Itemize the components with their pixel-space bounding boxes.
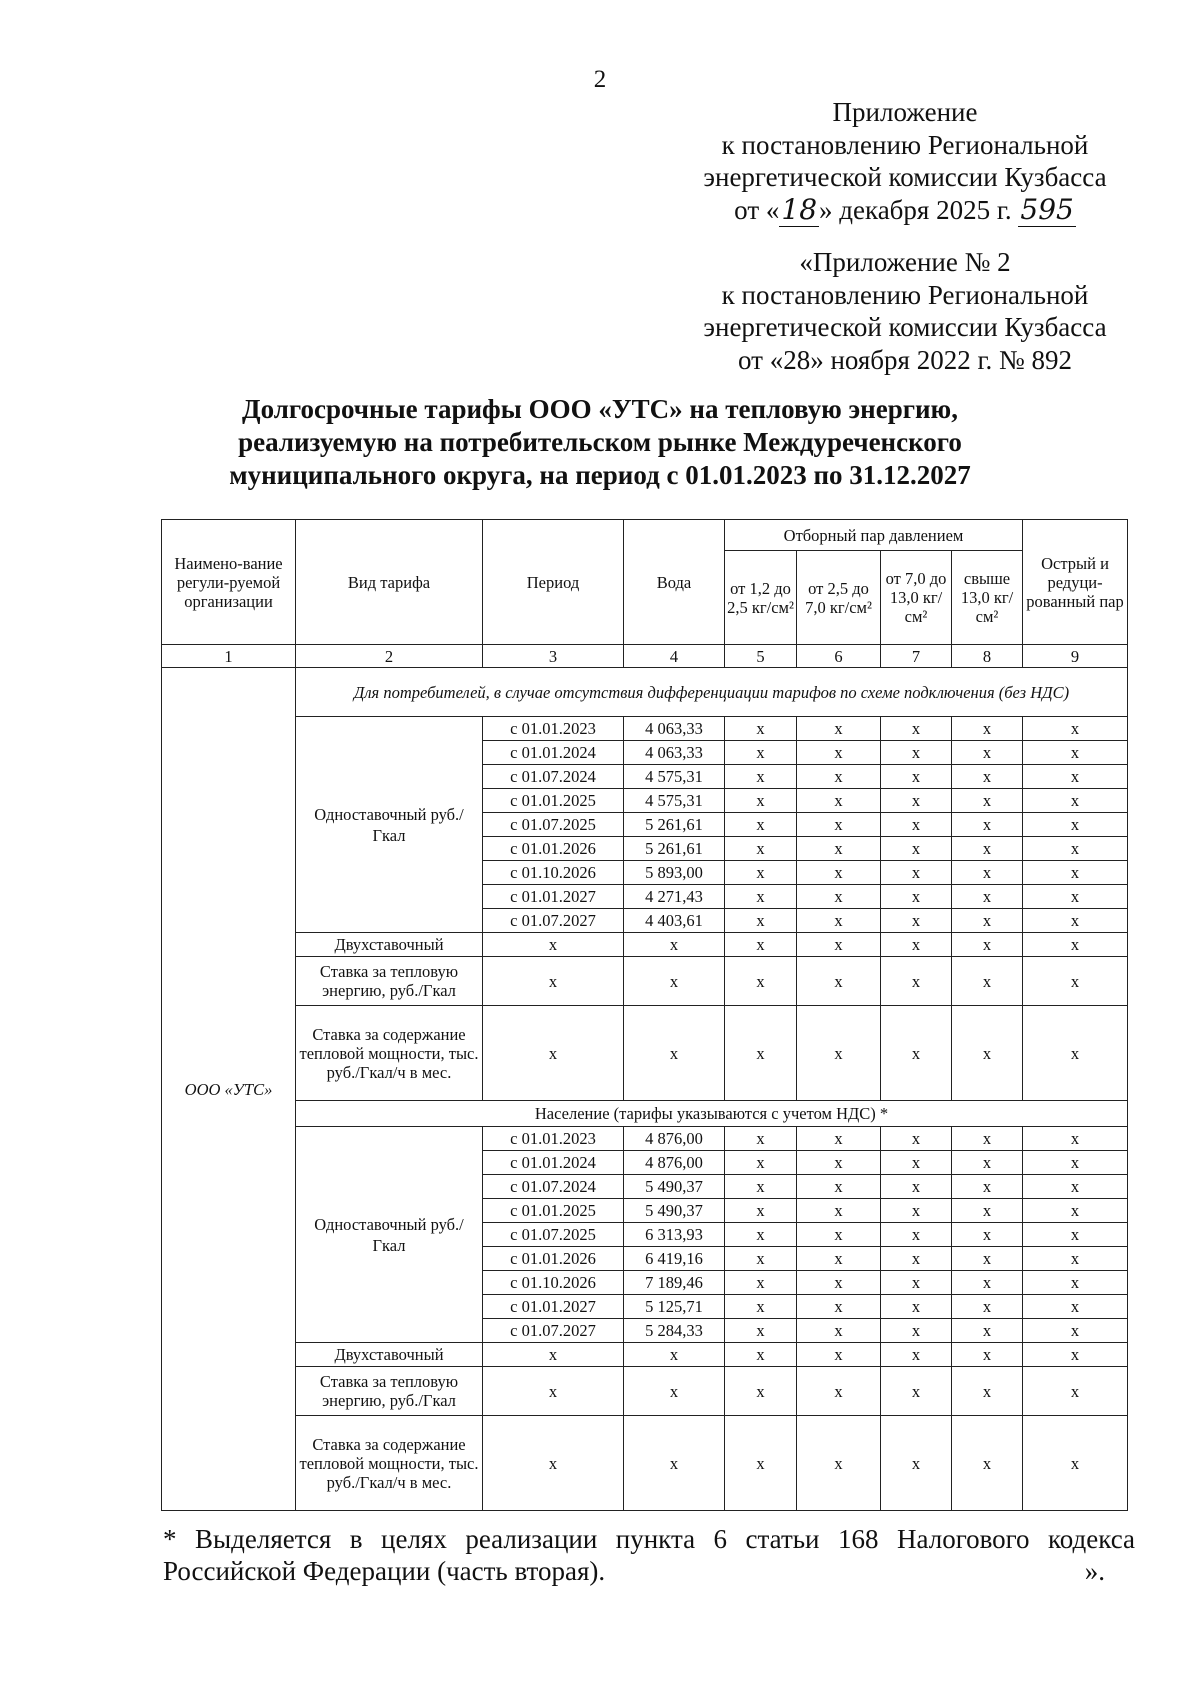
x-mark: x xyxy=(797,837,881,861)
annex-line: от «28» ноября 2022 г. № 892 xyxy=(738,344,1072,375)
x-mark: x xyxy=(725,909,797,933)
x-mark: x xyxy=(952,1127,1023,1151)
x-mark: x xyxy=(797,1319,881,1343)
period-cell: с 01.10.2026 xyxy=(483,1271,624,1295)
x-mark: x xyxy=(483,957,624,1006)
energy-rate-label: Ставка за тепловую энергию, руб./Гкал xyxy=(296,1367,483,1416)
x-mark: x xyxy=(1023,717,1128,741)
annex-line: энергетической комиссии Кузбасса xyxy=(703,312,1107,342)
period-cell: с 01.01.2023 xyxy=(483,717,624,741)
x-mark: x xyxy=(881,1127,952,1151)
x-mark: x xyxy=(797,1367,881,1416)
column-number: 6 xyxy=(797,645,881,668)
x-mark: x xyxy=(725,957,797,1006)
x-mark: x xyxy=(797,813,881,837)
period-cell: с 01.01.2023 xyxy=(483,1127,624,1151)
x-mark: x xyxy=(1023,1295,1128,1319)
x-mark: x xyxy=(725,1175,797,1199)
x-mark: x xyxy=(1023,1199,1128,1223)
x-mark: x xyxy=(881,885,952,909)
energy-rate-label: Ставка за тепловую энергию, руб./Гкал xyxy=(296,957,483,1006)
single-rate-label: Одноставочный руб./Гкал xyxy=(296,1127,483,1343)
x-mark: x xyxy=(797,957,881,1006)
x-mark: x xyxy=(952,765,1023,789)
x-mark: x xyxy=(952,957,1023,1006)
x-mark: x xyxy=(725,1367,797,1416)
x-mark: x xyxy=(624,957,725,1006)
x-mark: x xyxy=(952,1247,1023,1271)
x-mark: x xyxy=(797,885,881,909)
period-cell: с 01.01.2027 xyxy=(483,885,624,909)
x-mark: x xyxy=(483,1006,624,1101)
period-cell: с 01.01.2024 xyxy=(483,741,624,765)
period-cell: с 01.10.2026 xyxy=(483,861,624,885)
x-mark: x xyxy=(725,741,797,765)
x-mark: x xyxy=(797,765,881,789)
x-mark: x xyxy=(952,1223,1023,1247)
x-mark: x xyxy=(881,1295,952,1319)
x-mark: x xyxy=(725,1151,797,1175)
table-row xyxy=(162,957,1128,1006)
water-value-cell: 5 490,37 xyxy=(624,1175,725,1199)
x-mark: x xyxy=(881,837,952,861)
x-mark: x xyxy=(952,717,1023,741)
column-number: 5 xyxy=(725,645,797,668)
column-number: 1 xyxy=(162,645,296,668)
section-heading: Для потребителей, в случае отсутствия дифференциации тарифов по схеме подключения (без НДС) xyxy=(296,668,1128,717)
x-mark: x xyxy=(881,1199,952,1223)
x-mark: x xyxy=(952,1416,1023,1511)
annex-line: «Приложение № 2 xyxy=(799,247,1011,277)
footnote-line-2-wrap xyxy=(163,1555,1135,1587)
period-cell: с 01.01.2025 xyxy=(483,789,624,813)
x-mark: x xyxy=(1023,741,1128,765)
table-row xyxy=(162,1343,1128,1367)
x-mark: x xyxy=(725,837,797,861)
header-water: Вода xyxy=(624,520,725,645)
x-mark: x xyxy=(797,741,881,765)
capacity-rate-label: Ставка за содержание тепловой мощности, тыс. руб./Гкал/ч в мес. xyxy=(296,1006,483,1101)
x-mark: x xyxy=(952,933,1023,957)
x-mark: x xyxy=(1023,885,1128,909)
x-mark: x xyxy=(1023,1247,1128,1271)
x-mark: x xyxy=(725,1343,797,1367)
x-mark: x xyxy=(881,765,952,789)
x-mark: x xyxy=(797,1199,881,1223)
period-cell: с 01.01.2026 xyxy=(483,1247,624,1271)
period-cell: с 01.07.2027 xyxy=(483,909,624,933)
x-mark: x xyxy=(881,789,952,813)
capacity-rate-label: Ставка за содержание тепловой мощности, тыс. руб./Гкал/ч в мес. xyxy=(296,1416,483,1511)
single-rate-label: Одноставочный руб./Гкал xyxy=(296,717,483,933)
x-mark: x xyxy=(797,1295,881,1319)
header-steam-3: от 7,0 до 13,0 кг/см² xyxy=(881,551,952,645)
x-mark: x xyxy=(797,789,881,813)
water-value-cell: 4 271,43 xyxy=(624,885,725,909)
annex-line: энергетической комиссии Кузбасса xyxy=(703,162,1107,192)
x-mark: x xyxy=(1023,1343,1128,1367)
x-mark: x xyxy=(881,741,952,765)
x-mark: x xyxy=(624,1006,725,1101)
water-value-cell: 4 876,00 xyxy=(624,1127,725,1151)
title-line: Долгосрочные тарифы ООО «УТС» на тепловую энергию, xyxy=(242,394,958,424)
x-mark: x xyxy=(881,861,952,885)
x-mark: x xyxy=(881,1367,952,1416)
x-mark: x xyxy=(1023,1223,1128,1247)
footnote-closing-quote: ». xyxy=(1084,1556,1105,1586)
annex-date-suffix: » декабря 2025 г. xyxy=(819,194,1012,225)
annex-date-prefix: от « xyxy=(734,194,780,225)
x-mark: x xyxy=(952,1175,1023,1199)
water-value-cell: 5 893,00 xyxy=(624,861,725,885)
x-mark: x xyxy=(1023,1416,1128,1511)
x-mark: x xyxy=(725,1006,797,1101)
x-mark: x xyxy=(952,1295,1023,1319)
x-mark: x xyxy=(1023,789,1128,813)
x-mark: x xyxy=(483,1367,624,1416)
x-mark: x xyxy=(952,909,1023,933)
header-steam-group: Отборный пар давлением xyxy=(725,520,1023,551)
x-mark: x xyxy=(797,1416,881,1511)
x-mark: x xyxy=(881,1006,952,1101)
annex-current-heading xyxy=(690,96,1120,227)
x-mark: x xyxy=(725,1223,797,1247)
x-mark: x xyxy=(881,1223,952,1247)
water-value-cell: 6 313,93 xyxy=(624,1223,725,1247)
water-value-cell: 4 063,33 xyxy=(624,717,725,741)
period-cell: с 01.01.2025 xyxy=(483,1199,624,1223)
x-mark: x xyxy=(952,1199,1023,1223)
header-steam-1: от 1,2 до 2,5 кг/см² xyxy=(725,551,797,645)
x-mark: x xyxy=(797,909,881,933)
annex-original-heading xyxy=(690,246,1120,376)
header-steam-4: свыше 13,0 кг/см² xyxy=(952,551,1023,645)
x-mark: x xyxy=(624,933,725,957)
x-mark: x xyxy=(725,813,797,837)
x-mark: x xyxy=(1023,933,1128,957)
table-row xyxy=(162,1006,1128,1101)
footnote-line-2: Российской Федерации (часть вторая). xyxy=(163,1556,606,1586)
x-mark: x xyxy=(725,1319,797,1343)
header-steam-2: от 2,5 до 7,0 кг/см² xyxy=(797,551,881,645)
period-cell: с 01.01.2024 xyxy=(483,1151,624,1175)
x-mark: x xyxy=(797,861,881,885)
footnote xyxy=(163,1523,1135,1587)
title-line: муниципального округа, на период с 01.01.2023 по 31.12.2027 xyxy=(229,460,971,490)
x-mark: x xyxy=(725,1199,797,1223)
handwritten-number: 595 xyxy=(1020,192,1074,226)
x-mark: x xyxy=(952,813,1023,837)
column-number: 3 xyxy=(483,645,624,668)
two-rate-label: Двухставочный xyxy=(296,933,483,957)
water-value-cell: 4 876,00 xyxy=(624,1151,725,1175)
x-mark: x xyxy=(881,1151,952,1175)
tariff-table xyxy=(161,519,1128,1511)
water-value-cell: 5 125,71 xyxy=(624,1295,725,1319)
annex-date-line xyxy=(690,194,1120,228)
period-cell: с 01.07.2024 xyxy=(483,1175,624,1199)
table-row xyxy=(162,933,1128,957)
x-mark: x xyxy=(881,1416,952,1511)
x-mark: x xyxy=(1023,1175,1128,1199)
x-mark: x xyxy=(725,1416,797,1511)
x-mark: x xyxy=(1023,765,1128,789)
x-mark: x xyxy=(952,1343,1023,1367)
x-mark: x xyxy=(797,1127,881,1151)
document-title xyxy=(100,393,1100,492)
x-mark: x xyxy=(725,933,797,957)
x-mark: x xyxy=(624,1367,725,1416)
x-mark: x xyxy=(725,1295,797,1319)
column-number: 8 xyxy=(952,645,1023,668)
x-mark: x xyxy=(952,861,1023,885)
x-mark: x xyxy=(1023,837,1128,861)
x-mark: x xyxy=(881,813,952,837)
x-mark: x xyxy=(952,1151,1023,1175)
x-mark: x xyxy=(725,1127,797,1151)
x-mark: x xyxy=(725,1247,797,1271)
x-mark: x xyxy=(725,1271,797,1295)
x-mark: x xyxy=(881,1319,952,1343)
x-mark: x xyxy=(1023,957,1128,1006)
column-number: 4 xyxy=(624,645,725,668)
x-mark: x xyxy=(1023,1151,1128,1175)
x-mark: x xyxy=(725,789,797,813)
x-mark: x xyxy=(952,1319,1023,1343)
organization-name: ООО «УТС» xyxy=(162,668,296,1511)
x-mark: x xyxy=(1023,1367,1128,1416)
x-mark: x xyxy=(1023,909,1128,933)
x-mark: x xyxy=(881,957,952,1006)
water-value-cell: 4 403,61 xyxy=(624,909,725,933)
x-mark: x xyxy=(1023,1319,1128,1343)
title-line: реализуемую на потребительском рынке Междуреченского xyxy=(238,427,962,457)
x-mark: x xyxy=(725,765,797,789)
period-cell: с 01.01.2027 xyxy=(483,1295,624,1319)
water-value-cell: 4 575,31 xyxy=(624,765,725,789)
column-number: 9 xyxy=(1023,645,1128,668)
x-mark: x xyxy=(881,717,952,741)
table-row xyxy=(162,717,1128,741)
x-mark: x xyxy=(881,933,952,957)
period-cell: с 01.07.2025 xyxy=(483,813,624,837)
x-mark: x xyxy=(881,1343,952,1367)
table-row xyxy=(162,1416,1128,1511)
annex-line: к постановлению Региональной xyxy=(721,129,1089,160)
x-mark: x xyxy=(483,1343,624,1367)
x-mark: x xyxy=(1023,1006,1128,1101)
water-value-cell: 5 261,61 xyxy=(624,813,725,837)
x-mark: x xyxy=(797,933,881,957)
x-mark: x xyxy=(797,1271,881,1295)
x-mark: x xyxy=(797,1006,881,1101)
annex-line: к постановлению Региональной xyxy=(721,279,1089,310)
header-tariff-type: Вид тарифа xyxy=(296,520,483,645)
table-row xyxy=(162,1127,1128,1151)
period-cell: с 01.07.2024 xyxy=(483,765,624,789)
column-number: 2 xyxy=(296,645,483,668)
water-value-cell: 5 490,37 xyxy=(624,1199,725,1223)
column-number: 7 xyxy=(881,645,952,668)
x-mark: x xyxy=(952,1006,1023,1101)
table-row xyxy=(162,1367,1128,1416)
footnote-line-1: * Выделяется в целях реализации пункта 6 статьи 168 Налогового кодекса xyxy=(163,1524,1135,1554)
water-value-cell: 4 575,31 xyxy=(624,789,725,813)
period-cell: с 01.07.2027 xyxy=(483,1319,624,1343)
x-mark: x xyxy=(952,885,1023,909)
x-mark: x xyxy=(881,1271,952,1295)
x-mark: x xyxy=(725,885,797,909)
x-mark: x xyxy=(797,1223,881,1247)
header-sharp-steam: Острый и редуци-рованный пар xyxy=(1023,520,1128,645)
x-mark: x xyxy=(952,837,1023,861)
x-mark: x xyxy=(725,861,797,885)
x-mark: x xyxy=(797,1175,881,1199)
page-number: 2 xyxy=(593,66,607,93)
x-mark: x xyxy=(881,1247,952,1271)
water-value-cell: 6 419,16 xyxy=(624,1247,725,1271)
x-mark: x xyxy=(797,1247,881,1271)
two-rate-label: Двухставочный xyxy=(296,1343,483,1367)
x-mark: x xyxy=(624,1416,725,1511)
period-cell: с 01.07.2025 xyxy=(483,1223,624,1247)
water-value-cell: 5 284,33 xyxy=(624,1319,725,1343)
x-mark: x xyxy=(881,1175,952,1199)
x-mark: x xyxy=(797,717,881,741)
x-mark: x xyxy=(1023,861,1128,885)
x-mark: x xyxy=(1023,813,1128,837)
x-mark: x xyxy=(1023,1127,1128,1151)
section-heading: Население (тарифы указываются с учетом НДС) * xyxy=(296,1101,1128,1127)
x-mark: x xyxy=(624,1343,725,1367)
period-cell: с 01.01.2026 xyxy=(483,837,624,861)
x-mark: x xyxy=(483,933,624,957)
x-mark: x xyxy=(483,1416,624,1511)
x-mark: x xyxy=(797,1151,881,1175)
handwritten-day: 18 xyxy=(781,192,818,226)
x-mark: x xyxy=(881,909,952,933)
water-value-cell: 5 261,61 xyxy=(624,837,725,861)
x-mark: x xyxy=(952,1271,1023,1295)
water-value-cell: 7 189,46 xyxy=(624,1271,725,1295)
water-value-cell: 4 063,33 xyxy=(624,741,725,765)
x-mark: x xyxy=(952,1367,1023,1416)
x-mark: x xyxy=(1023,1271,1128,1295)
x-mark: x xyxy=(952,789,1023,813)
x-mark: x xyxy=(797,1343,881,1367)
header-period: Период xyxy=(483,520,624,645)
x-mark: x xyxy=(725,717,797,741)
annex-line: Приложение xyxy=(832,97,978,127)
header-org: Наимено-вание регули-руемой организации xyxy=(162,520,296,645)
x-mark: x xyxy=(952,741,1023,765)
